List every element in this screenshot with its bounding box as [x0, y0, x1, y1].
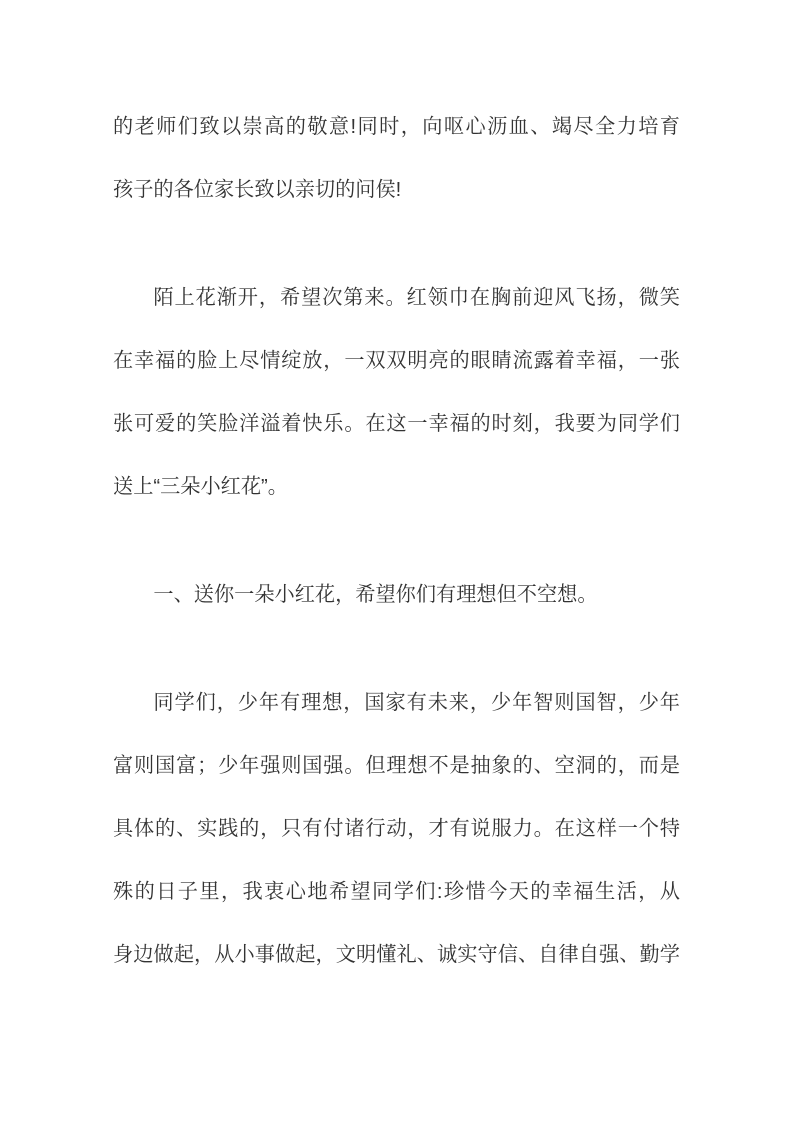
text-line: 同学们，少年有理想，国家有未来，少年智则国智，少年 [153, 692, 680, 714]
document-body [113, 96, 680, 987]
text-line: 的老师们致以崇高的敬意!同时，向呕心沥血、竭尽全力培育 [113, 116, 680, 138]
text-line: 具体的、实践的，只有付诸行动，才有说服力。在这样一个特 [113, 818, 680, 840]
text-line: 孩子的各位家长致以亲切的问侯! [113, 179, 402, 201]
text-line: 送上“三朵小红花”。 [113, 476, 288, 498]
text-line: 富则国富；少年强则国强。但理想不是抽象的、空洞的，而是 [113, 755, 680, 777]
text-line: 陌上花渐开，希望次第来。红领巾在胸前迎风飞扬，微笑 [153, 287, 680, 309]
text-line: 张可爱的笑脸洋溢着快乐。在这一幸福的时刻，我要为同学们 [113, 413, 680, 435]
paragraph [113, 96, 680, 222]
paragraph [113, 672, 680, 987]
text-line: 殊的日子里，我衷心地希望同学们:珍惜今天的幸福生活，从 [113, 881, 680, 903]
text-line: 在幸福的脸上尽情绽放，一双双明亮的眼睛流露着幸福，一张 [113, 350, 680, 372]
text-line: 身边做起，从小事做起，文明懂礼、诚实守信、自律自强、勤学 [113, 944, 680, 966]
paragraph [113, 564, 680, 627]
paragraph [113, 267, 680, 519]
text-line: 一、送你一朵小红花，希望你们有理想但不空想。 [153, 584, 598, 606]
